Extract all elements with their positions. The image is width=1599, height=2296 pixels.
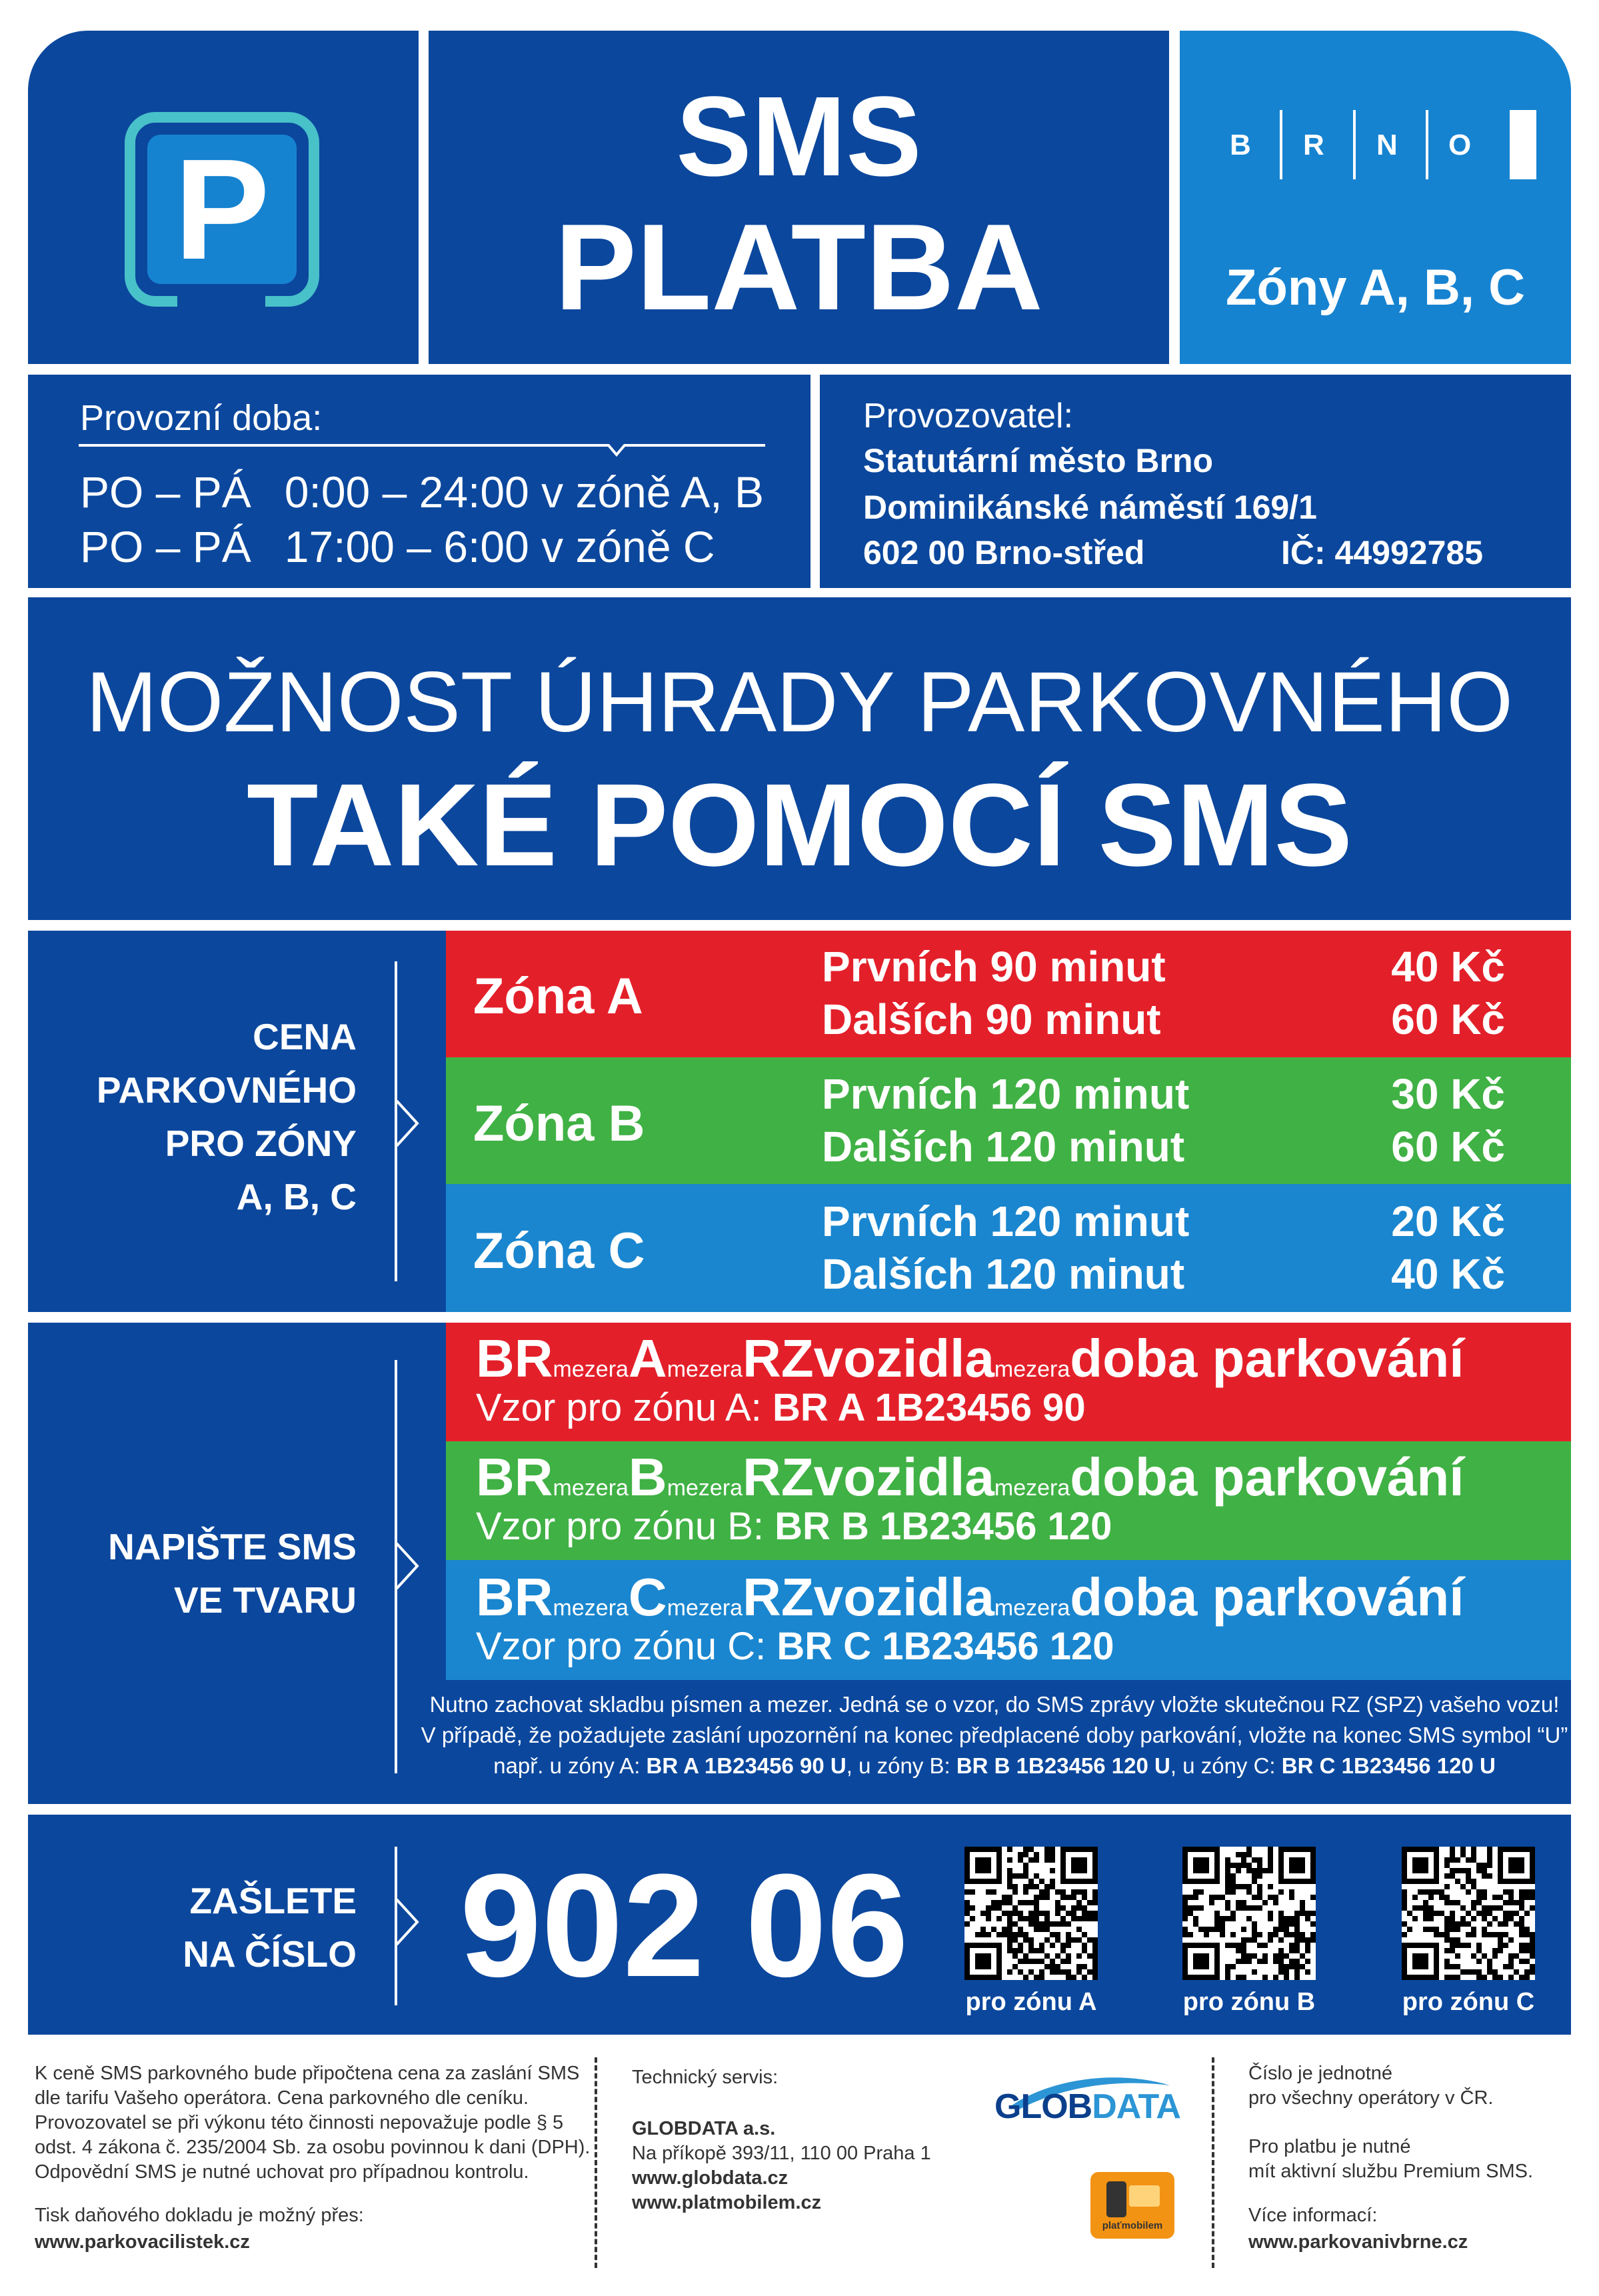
footer-right-line: mít aktivní službu Premium SMS. [1248, 2161, 1534, 2182]
sms-format-a-pattern [476, 1329, 1464, 1388]
sms-space-word: mezera [553, 1595, 629, 1621]
sms-note-text: , u zóny B: [846, 1753, 956, 1778]
footer-left-line: odst. 4 zákona č. 235/2004 Sb. za osobu povinnou k dani (DPH). [35, 2137, 591, 2158]
zone-a-price-1: 40 Kč [1391, 943, 1505, 991]
brno-logo [1230, 110, 1536, 179]
sms-plate-word: RZvozidla [743, 1329, 994, 1388]
sms-example-label: Vzor pro zónu C: [476, 1625, 767, 1668]
sms-format-label-line: VE TVARU [173, 1579, 357, 1621]
sms-example-text: BR C 1B23456 120 [777, 1625, 1114, 1668]
footer-left-line: Odpovědní SMS je nutné uchovat pro případnou kontrolu. [35, 2161, 529, 2183]
footer-right-line: pro všechny operátory v ČR. [1248, 2087, 1494, 2109]
footer-right-line: Číslo je jednotné [1248, 2063, 1393, 2084]
globdata-logo-glob: GLOB [994, 2087, 1092, 2126]
brno-letter-r: R [1303, 129, 1324, 161]
qr-caption-zone-c: pro zónu C [1402, 1988, 1535, 2016]
footer-left-line: Provozovatel se při výkonu této činnosti nepovažuje podle § 5 [35, 2112, 564, 2133]
parking-icon-letter: P [174, 129, 270, 289]
send-label-line: NA ČÍSLO [183, 1933, 357, 1975]
zone-c-name: Zóna C [473, 1223, 645, 1279]
footer-right-block-2 [1248, 2135, 1533, 2184]
globdata-logo [994, 2087, 1180, 2127]
brno-letter-o: O [1448, 129, 1472, 161]
footer-right-line: Pro platbu je nutné [1248, 2136, 1411, 2157]
sms-space-word: mezera [667, 1357, 743, 1382]
sms-note-example: BR B 1B23456 120 U [956, 1753, 1170, 1778]
hours-days: PO – PÁ [80, 467, 251, 517]
footer-separator [595, 2057, 597, 2268]
zone-b-price-2: 60 Kč [1391, 1123, 1505, 1171]
sms-space-word: mezera [553, 1475, 629, 1501]
sms-example-label: Vzor pro zónu B: [476, 1505, 764, 1548]
operator-name: Statutární město Brno [863, 442, 1214, 479]
operator-address-1: Dominikánské náměstí 169/1 [863, 489, 1317, 526]
sms-zone-letter: B [628, 1447, 667, 1507]
sms-example-text: BR A 1B23456 90 [772, 1386, 1086, 1429]
sms-format-a-example [476, 1385, 1086, 1430]
pricing-label-line: A, B, C [236, 1176, 357, 1217]
sms-space-word: mezera [667, 1475, 743, 1501]
sms-note-1: Nutno zachovat skladbu písmen a mezer. Jedná se o vzor, do SMS zprávy vložte skutečnou RZ (SPZ) vašeho vozu! [429, 1692, 1560, 1717]
qr-caption-zone-a: pro zónu A [965, 1988, 1097, 2016]
footer-tech-link-globdata[interactable]: www.globdata.cz [632, 2167, 789, 2189]
sms-example-text: BR B 1B23456 120 [775, 1505, 1112, 1548]
brno-divider [1353, 110, 1356, 179]
zone-a-price-2: 60 Kč [1391, 995, 1505, 1043]
sms-duration-word: doba parkování [1070, 1329, 1464, 1388]
sms-plate-word: RZvozidla [743, 1567, 994, 1627]
operator-address-2: 602 00 Brno-střed [863, 534, 1145, 571]
hours-line-2 [80, 521, 715, 572]
sms-space-word: mezera [667, 1595, 743, 1621]
zone-c-price-2: 40 Kč [1391, 1250, 1505, 1298]
zone-b-rate-2: Dalších 120 minut [822, 1123, 1185, 1171]
zone-a-rate-2: Dalších 90 minut [822, 995, 1161, 1043]
pricing-label-line: PARKOVNÉHO [96, 1069, 357, 1111]
phone-icon [1106, 2181, 1126, 2217]
sms-format-label-line: NAPIŠTE SMS [108, 1526, 357, 1567]
sms-note-example: BR C 1B23456 120 U [1281, 1753, 1496, 1778]
sms-note-example: BR A 1B23456 90 U [646, 1753, 846, 1778]
banner-line-2: TAKÉ POMOCÍ SMS [246, 760, 1353, 891]
sms-format-label [40, 1520, 357, 1627]
hours-line-1 [80, 467, 764, 517]
sms-format-b-pattern [476, 1447, 1464, 1507]
parking-icon-gap [177, 296, 265, 312]
footer-left-line: dle tarifu Vašeho operátora. Cena parkovného dle ceníku. [35, 2087, 529, 2109]
platmobilem-logo-text: plaťmobilem [1102, 2220, 1163, 2231]
brno-divider [1426, 110, 1428, 179]
zone-b-rate-1: Prvních 120 minut [822, 1070, 1190, 1118]
platmobilem-logo [1090, 2172, 1174, 2239]
zone-c-price-1: 20 Kč [1391, 1197, 1505, 1245]
chevron-right-icon [395, 1100, 421, 1147]
brno-divider [1280, 110, 1282, 179]
sms-space-word: mezera [553, 1357, 629, 1382]
zone-c-rate-2: Dalších 120 minut [822, 1250, 1185, 1298]
hours-underline [79, 437, 765, 464]
footer-more-info-link[interactable]: www.parkovanivbrne.cz [1248, 2231, 1468, 2253]
send-label [40, 1874, 357, 1981]
footer-left-line: K ceně SMS parkovného bude připočtena cena za zaslání SMS [35, 2063, 580, 2084]
brno-letter-b: B [1230, 129, 1251, 161]
sms-prefix: BR [476, 1329, 553, 1388]
sms-duration-word: doba parkování [1070, 1447, 1464, 1507]
title-line-sms: SMS [676, 73, 922, 200]
card-icon [1129, 2185, 1160, 2207]
operator-label: Provozovatel: [863, 397, 1074, 435]
footer-separator [1212, 2057, 1214, 2268]
footer-right-block-1 [1248, 2061, 1493, 2111]
footer-tech-label: Technický servis: [632, 2067, 779, 2088]
sms-space-word: mezera [994, 1357, 1070, 1382]
sms-format-b-example [476, 1504, 1112, 1549]
sms-duration-word: doba parkování [1070, 1567, 1464, 1627]
zone-b-price-1: 30 Kč [1391, 1070, 1505, 1118]
chevron-right-icon [395, 1899, 421, 1945]
chevron-right-icon [395, 1543, 421, 1589]
send-label-line: ZAŠLETE [189, 1880, 357, 1921]
qr-code-zone-b[interactable] [1182, 1847, 1316, 1980]
sms-zone-letter: A [628, 1329, 667, 1388]
banner-line-1: MOŽNOST ÚHRADY PARKOVNÉHO [86, 655, 1513, 750]
sms-plate-word: RZvozidla [743, 1447, 994, 1507]
sms-format-c-example [476, 1624, 1114, 1669]
footer-receipt-link[interactable]: www.parkovacilistek.cz [35, 2231, 250, 2253]
footer-tech-link-platmobilem[interactable]: www.platmobilem.cz [632, 2192, 822, 2213]
footer-receipt-label: Tisk daňového dokladu je možný přes: [35, 2205, 364, 2226]
sms-note-3 [408, 1753, 1581, 1779]
qr-code-icon [1402, 1847, 1535, 1980]
title-line-platba: PLATBA [555, 198, 1043, 335]
hours-label: Provozní doba: [80, 398, 323, 438]
qr-code-zone-c[interactable] [1402, 1847, 1535, 1980]
hours-days: PO – PÁ [80, 522, 251, 571]
sms-example-label: Vzor pro zónu A: [476, 1386, 762, 1429]
zone-b-name: Zóna B [473, 1095, 645, 1152]
sms-note-2: V případě, že požadujete zaslání upozornění na konec předplacené doby parkování, vložte na konec SMS symbol “U” [421, 1723, 1568, 1747]
sms-number: 902 06 [460, 1843, 908, 2007]
pricing-label-line: PRO ZÓNY [165, 1123, 357, 1164]
qr-code-zone-a[interactable] [964, 1847, 1098, 1980]
sms-note-text: , u zóny C: [1170, 1753, 1282, 1778]
operator-ic: IČ: 44992785 [1281, 534, 1484, 571]
zone-a-rate-1: Prvních 90 minut [822, 943, 1166, 991]
footer-tech-company: GLOBDATA a.s. [632, 2118, 776, 2139]
hours-time: 0:00 – 24:00 v zóně A, B [284, 467, 764, 517]
sms-prefix: BR [476, 1447, 553, 1507]
zone-c-rate-1: Prvních 120 minut [822, 1197, 1190, 1245]
qr-code-icon [1182, 1847, 1316, 1980]
pricing-label-line: CENA [253, 1016, 357, 1057]
sms-space-word: mezera [994, 1595, 1070, 1621]
sms-prefix: BR [476, 1567, 553, 1627]
brno-letter-n: N [1376, 129, 1398, 161]
footer-tech-address: Na příkopě 393/11, 110 00 Praha 1 [632, 2143, 931, 2164]
hours-time: 17:00 – 6:00 v zóně C [284, 522, 715, 571]
qr-caption-zone-b: pro zónu B [1182, 1988, 1316, 2016]
sms-zone-letter: C [628, 1567, 667, 1627]
brno-end-bar [1510, 110, 1536, 179]
footer-more-info-label: Více informací: [1248, 2205, 1378, 2226]
sms-note-text: např. u zóny A: [493, 1753, 647, 1778]
sms-format-c-pattern [476, 1567, 1464, 1627]
sms-space-word: mezera [994, 1475, 1070, 1501]
pricing-label [40, 1010, 357, 1223]
zone-a-name: Zóna A [473, 968, 643, 1025]
zones-label: Zóny A, B, C [1226, 259, 1525, 316]
footer-left-text [35, 2061, 590, 2185]
globdata-logo-data: DATA [1092, 2087, 1180, 2126]
qr-code-icon [964, 1847, 1098, 1980]
